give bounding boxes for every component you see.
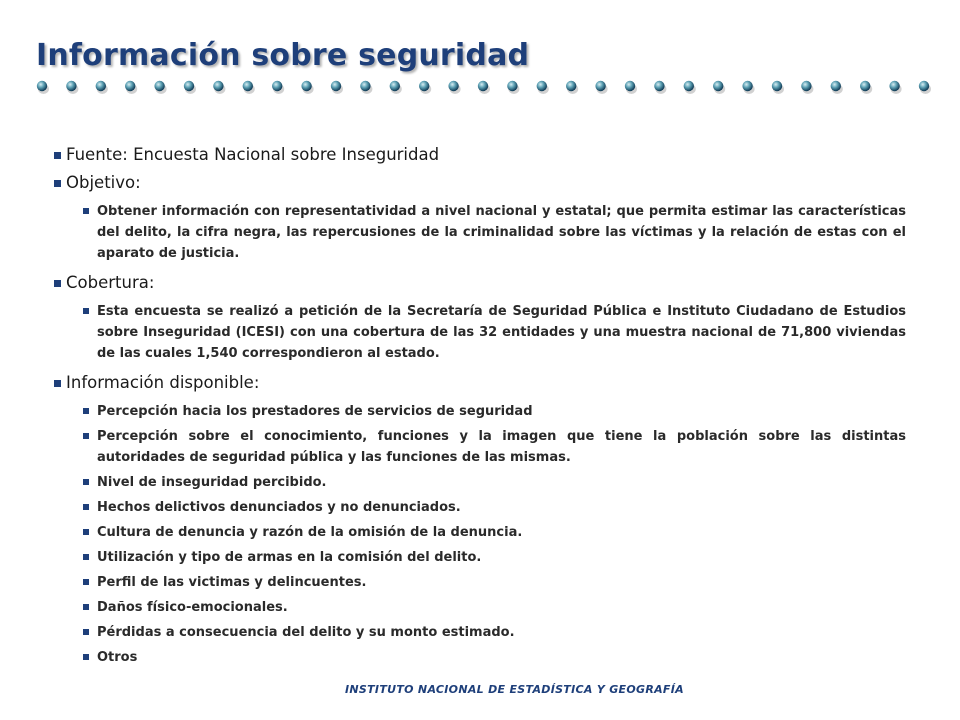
divider-dot xyxy=(96,81,106,91)
divider-dot xyxy=(860,81,870,91)
list-item-text: Otros xyxy=(97,650,138,665)
divider-dot xyxy=(919,81,929,91)
section-fuente xyxy=(54,145,906,165)
bullet-square-icon xyxy=(83,208,89,214)
section-heading: Cobertura: xyxy=(66,273,155,292)
divider-dot xyxy=(566,81,576,91)
list-item xyxy=(97,622,906,643)
footer-institution-name: INSTITUTO NACIONAL DE ESTADÍSTICA Y GEOGRAFÍA xyxy=(345,683,684,696)
list-item xyxy=(97,547,906,568)
divider-dot xyxy=(742,81,752,91)
bullet-square-icon xyxy=(83,308,89,314)
divider-dot xyxy=(537,81,547,91)
list-item-text: Percepción sobre el conocimiento, funciones y la imagen que tiene la población sobre las distintas autoridades de seguridad pública y las funciones de las mismas. xyxy=(97,429,906,465)
divider-dot xyxy=(654,81,664,91)
divider-dot xyxy=(272,81,282,91)
section-cobertura xyxy=(54,273,906,293)
divider-dot xyxy=(125,81,135,91)
list-item-text: Nivel de inseguridad percibido. xyxy=(97,475,327,490)
divider-dot xyxy=(243,81,253,91)
divider-dot xyxy=(37,81,47,91)
divider-dot xyxy=(360,81,370,91)
list-item-text: Obtener información con representatividad a nivel nacional y estatal; que permita estimar las características del delito, la cifra negra, las repercusiones de la criminalidad sobre las víctimas y la relación de estas con el aparato de justicia. xyxy=(97,204,906,261)
list-item xyxy=(97,522,906,543)
list-item xyxy=(97,572,906,593)
list-item xyxy=(97,472,906,493)
list-item xyxy=(97,426,906,468)
bullet-square-icon xyxy=(83,479,89,485)
section-informacion-disponible xyxy=(54,373,906,393)
bullet-square-icon xyxy=(83,529,89,535)
divider-dot xyxy=(154,81,164,91)
bullet-square-icon xyxy=(54,380,61,387)
bullet-square-icon xyxy=(83,629,89,635)
bullet-square-icon xyxy=(83,604,89,610)
divider-dot xyxy=(478,81,488,91)
divider-dot xyxy=(684,81,694,91)
list-item-text: Utilización y tipo de armas en la comisión del delito. xyxy=(97,550,482,565)
divider-dot xyxy=(66,81,76,91)
divider-dot xyxy=(595,81,605,91)
list-item xyxy=(97,647,906,668)
bullet-square-icon xyxy=(83,579,89,585)
bullet-square-icon xyxy=(83,654,89,660)
divider-dot xyxy=(831,81,841,91)
bullet-square-icon xyxy=(54,180,61,187)
divider-dot xyxy=(507,81,517,91)
divider-dot xyxy=(184,81,194,91)
list-item-text: Perfil de las victimas y delincuentes. xyxy=(97,575,367,590)
list-item xyxy=(97,201,906,264)
divider-dot xyxy=(448,81,458,91)
bullet-square-icon xyxy=(54,280,61,287)
section-objetivo xyxy=(54,173,906,193)
list-item xyxy=(97,301,906,364)
divider-dot xyxy=(625,81,635,91)
divider-dot xyxy=(801,81,811,91)
bullet-square-icon xyxy=(83,504,89,510)
section-heading: Objetivo: xyxy=(66,173,141,192)
section-heading: Fuente: Encuesta Nacional sobre Inseguridad xyxy=(66,145,440,164)
bullet-square-icon xyxy=(54,152,61,159)
divider-dot xyxy=(419,81,429,91)
divider-dot xyxy=(713,81,723,91)
divider-dot xyxy=(772,81,782,91)
list-item-text: Daños físico-emocionales. xyxy=(97,600,288,615)
list-item-text: Pérdidas a consecuencia del delito y su monto estimado. xyxy=(97,625,515,640)
section-heading: Información disponible: xyxy=(66,373,260,392)
bullet-square-icon xyxy=(83,433,89,439)
bullet-square-icon xyxy=(83,408,89,414)
list-item-text: Cultura de denuncia y razón de la omisión de la denuncia. xyxy=(97,525,523,540)
divider-dot xyxy=(213,81,223,91)
list-item xyxy=(97,497,906,518)
list-item-text: Esta encuesta se realizó a petición de la Secretaría de Seguridad Pública e Instituto Ciudadano de Estudios sobre Inseguridad (ICESI) con una cobertura de las 32 entidades y una muestra nacional de 71,800 viviendas de las cuales 1,540 correspondieron al estado. xyxy=(97,304,906,361)
bullet-square-icon xyxy=(83,554,89,560)
divider-dot xyxy=(889,81,899,91)
decorative-dot-divider xyxy=(30,74,940,100)
list-item-text: Percepción hacia los prestadores de servicios de seguridad xyxy=(97,404,533,419)
divider-dot xyxy=(331,81,341,91)
list-item xyxy=(97,597,906,618)
divider-dot xyxy=(301,81,311,91)
list-item xyxy=(97,401,906,422)
page-title: Información sobre seguridad xyxy=(36,38,530,73)
list-item-text: Hechos delictivos denunciados y no denunciados. xyxy=(97,500,461,515)
content-body xyxy=(54,145,906,672)
divider-dot xyxy=(390,81,400,91)
